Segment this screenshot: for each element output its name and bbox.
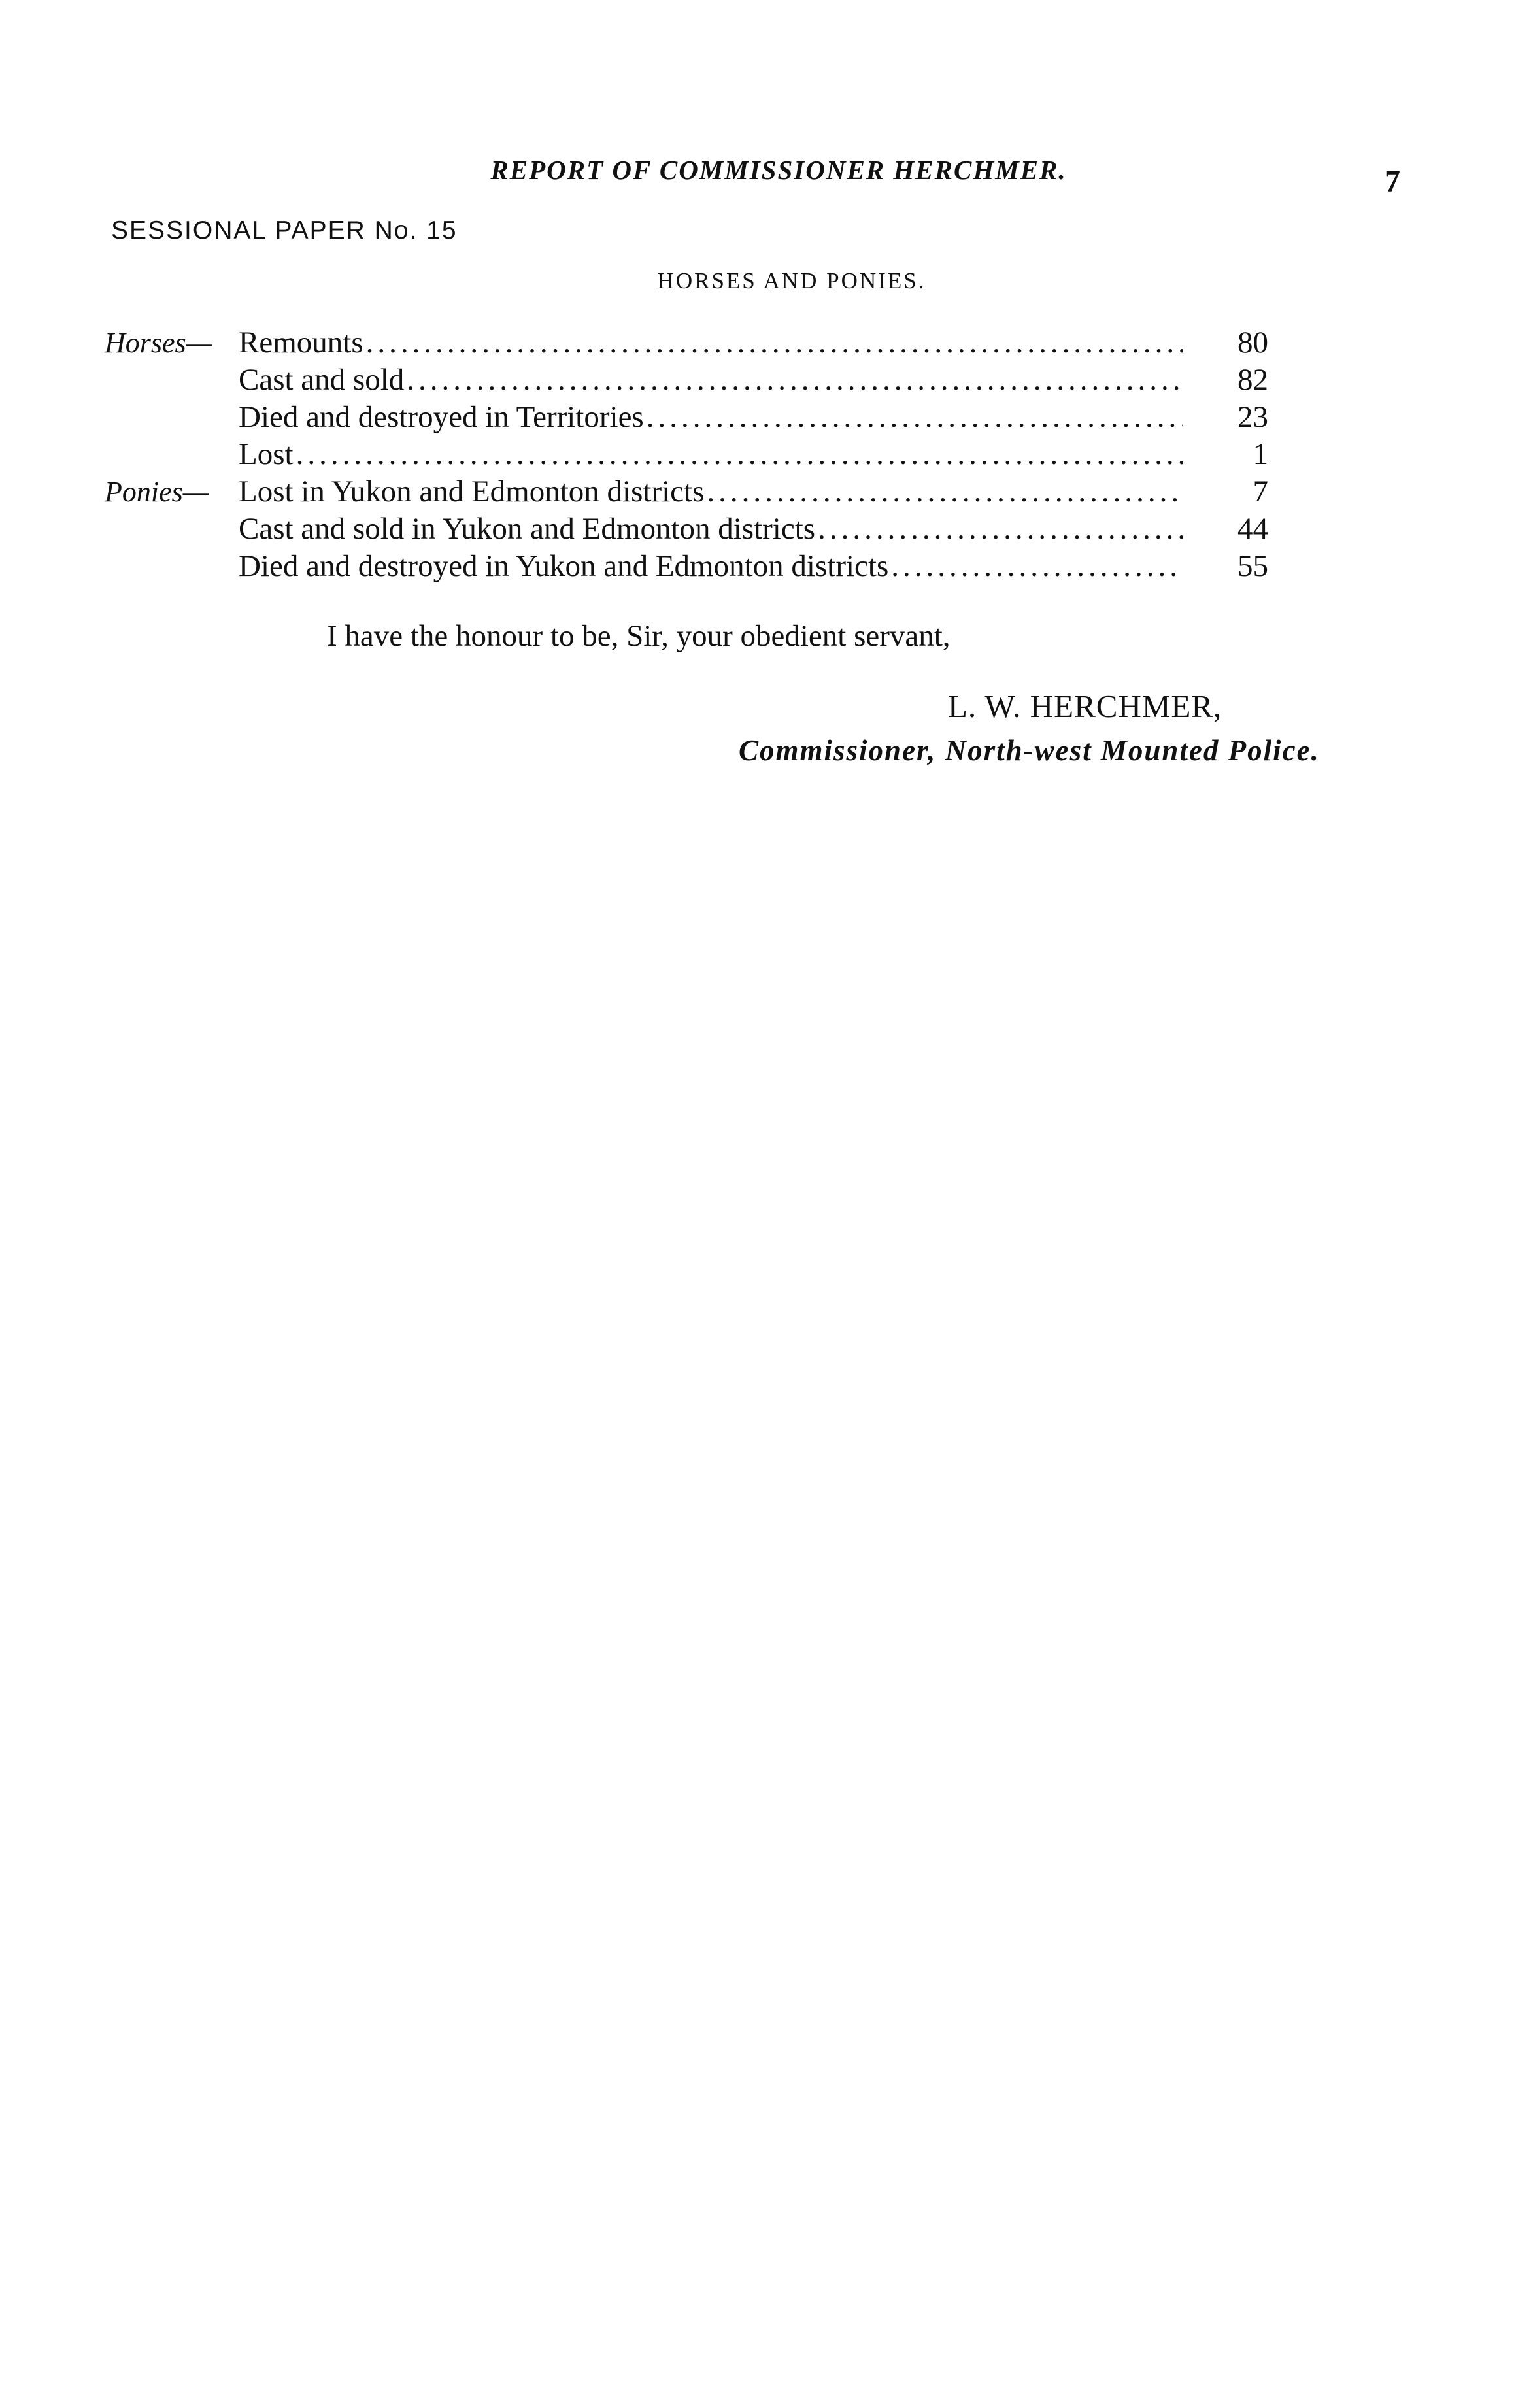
closing-line: I have the honour to be, Sir, your obedient servant, [327,619,951,653]
table-row [105,436,1268,473]
running-head: REPORT OF COMMISSIONER HERCHMER. [490,155,1067,185]
table-row [105,510,1268,548]
table-row [105,548,1268,585]
row-value: 80 [1237,326,1268,360]
dot-leader [296,436,1183,473]
row-label: Died and destroyed in Territories [239,400,644,434]
row-value: 23 [1237,400,1268,434]
dot-leader [647,399,1183,436]
row-value: 7 [1253,475,1268,509]
row-value: 55 [1237,549,1268,583]
row-label: Cast and sold [239,363,405,397]
row-label: Remounts [239,326,363,360]
signatory-title: Commissioner, North-west Mounted Police. [739,734,1320,767]
row-value: 44 [1237,512,1268,546]
row-label: Died and destroyed in Yukon and Edmonton districts [239,549,889,583]
dot-leader [366,324,1183,361]
page-number: 7 [1385,164,1400,199]
section-title: HORSES AND PONIES. [657,268,926,293]
row-label: Lost in Yukon and Edmonton districts [239,475,705,509]
dot-leader [407,361,1183,399]
row-category: Ponies— [105,476,209,508]
row-label: Cast and sold in Yukon and Edmonton districts [239,512,816,546]
dot-leader [818,510,1183,548]
sessional-paper-label: SESSIONAL PAPER No. 15 [111,216,458,244]
horses-ponies-table [105,324,1268,585]
dot-leader [891,548,1183,585]
table-row [105,399,1268,436]
row-label: Lost [239,437,294,471]
table-row [105,473,1268,510]
signatory-name: L. W. HERCHMER, [948,688,1222,724]
dot-leader [707,473,1183,510]
row-value: 82 [1237,363,1268,397]
row-value: 1 [1253,437,1268,471]
table-row [105,361,1268,399]
row-category: Horses— [105,327,212,359]
table-row [105,324,1268,361]
